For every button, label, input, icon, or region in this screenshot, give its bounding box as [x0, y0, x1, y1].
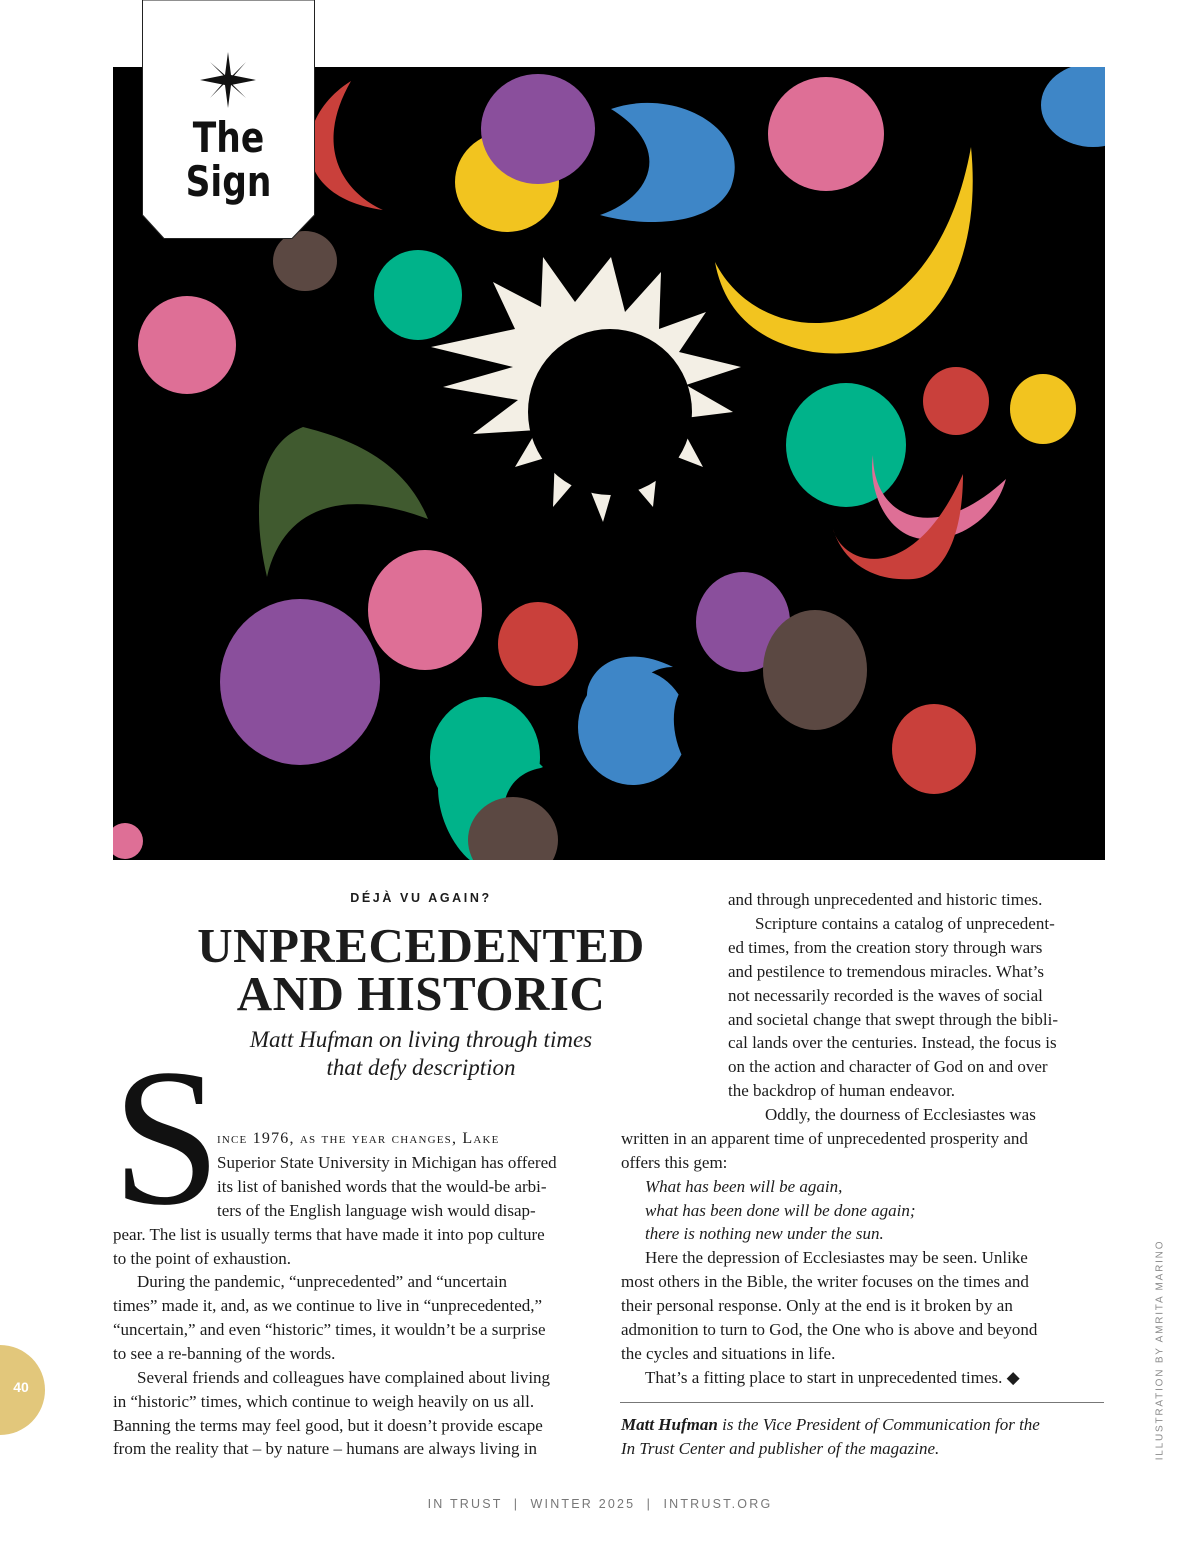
body-line: Oddly, the dourness of Ecclesiastes was — [765, 1105, 1036, 1124]
body-line: offers this gem: — [621, 1153, 728, 1172]
body-line: their personal response. Only at the end is it broken by an — [621, 1296, 1013, 1315]
body-line: pear. The list is usually terms that have made it into pop culture — [113, 1225, 545, 1244]
blue-blob — [578, 669, 688, 785]
body-line: and through unprecedented and historic times. — [728, 890, 1043, 909]
body-line: the backdrop of human endeavor. — [728, 1081, 956, 1100]
body-line: to see a re-banning of the words. — [113, 1344, 336, 1363]
body-line: Scripture contains a catalog of unprecedent- — [755, 914, 1055, 933]
quote-line: What has been will be again, — [645, 1177, 843, 1196]
body-line: ters of the English language wish would disap- — [217, 1201, 536, 1220]
green-crescent-shape — [259, 427, 428, 577]
author-bio-line1 — [621, 1413, 1040, 1437]
body-line: in “historic” times, which continue to weigh heavily on us all. — [113, 1392, 535, 1411]
body-line: admonition to turn to God, the One who is above and beyond — [621, 1320, 1038, 1339]
blue-crescent-cutout — [674, 677, 726, 778]
brown-blob — [763, 610, 867, 730]
yellow-blob — [1010, 374, 1076, 444]
teal-blob — [374, 250, 462, 340]
body-line: not necessarily recorded is the waves of social — [728, 986, 1043, 1005]
body-line: Banning the terms may feel good, but it doesn’t provide escape — [113, 1416, 543, 1435]
blue-blob — [1041, 67, 1105, 147]
pink-blob — [368, 550, 482, 670]
red-blob — [892, 704, 976, 794]
pink-blob — [138, 296, 236, 394]
quote-line: what has been done will be done again; — [645, 1201, 916, 1220]
body-line: the cycles and situations in life. — [621, 1344, 836, 1363]
headline-line2: AND HISTORIC — [236, 966, 606, 1021]
teal-blob — [786, 383, 906, 507]
section-title-line1: The — [192, 113, 265, 162]
pink-blob — [768, 77, 884, 191]
star-icon — [198, 50, 258, 110]
deck-line1: Matt Hufman on living through times — [249, 1027, 593, 1052]
body-line: and pestilence to tremendous miracles. What’s — [728, 962, 1044, 981]
red-crescent-shape — [309, 81, 383, 210]
author-name: Matt Hufman — [621, 1415, 718, 1434]
purple-blob — [481, 74, 595, 184]
body-line: on the action and character of God on and over — [728, 1057, 1048, 1076]
headline-line1: UNPRECEDENTED — [197, 918, 645, 973]
section-tab — [142, 0, 315, 239]
page-number: 40 — [13, 1379, 29, 1395]
body-line: cal lands over the centuries. Instead, the focus is — [728, 1033, 1057, 1052]
pink-blob — [113, 823, 143, 859]
brown-blob — [273, 231, 337, 291]
page-number-badge — [0, 1345, 45, 1435]
deck-line2: that defy description — [326, 1055, 516, 1080]
author-bio-line2: In Trust Center and publisher of the magazine. — [621, 1439, 940, 1458]
headline — [180, 918, 662, 1021]
red-blob — [498, 602, 578, 686]
body-line: from the reality that – by nature – humans are always living in — [113, 1439, 537, 1458]
section-title-line2: Sign — [185, 157, 272, 206]
body-line: Here the depression of Ecclesiastes may be seen. Unlike — [645, 1248, 1028, 1267]
body-line: its list of banished words that the would-be arbi- — [217, 1177, 547, 1196]
red-blob — [923, 367, 989, 435]
page-footer: IN TRUST | WINTER 2025 | INTRUST.ORG — [427, 1497, 773, 1511]
body-line: written in an apparent time of unprecedented prosperity and — [621, 1129, 1028, 1148]
author-bio-text: is the Vice President of Communication for the — [717, 1415, 1040, 1434]
body-line: ince 1976, as the year changes, Lake — [217, 1130, 500, 1147]
illustration-credit-text: ILLUSTRATION BY AMRITA MARINO — [1154, 1239, 1166, 1461]
body-line: ed times, from the creation story through wars — [728, 938, 1043, 957]
body-line: Superior State University in Michigan has offered — [217, 1153, 557, 1172]
body-line: During the pandemic, “unprecedented” and “uncertain — [137, 1272, 508, 1291]
body-line: times” made it, and, as we continue to live in “unprecedented,” — [113, 1296, 543, 1315]
kicker: DÉJÀ VU AGAIN? — [350, 891, 492, 905]
body-line: most others in the Bible, the writer focuses on the times and — [621, 1272, 1029, 1291]
body-line: and societal change that swept through the bibli- — [728, 1010, 1058, 1029]
blue-crescent-shape — [600, 103, 735, 222]
section-title — [158, 113, 300, 206]
deck — [180, 1026, 662, 1082]
sun-center — [528, 329, 692, 495]
bio-divider — [620, 1402, 1104, 1403]
drop-cap: S — [112, 1029, 222, 1246]
body-line: to the point of exhaustion. — [113, 1249, 292, 1268]
body-line: “uncertain,” and even “historic” times, it wouldn’t be a surprise — [113, 1320, 546, 1339]
body-line: That’s a fitting place to start in unprecedented times. ◆ — [645, 1368, 1020, 1387]
body-line: Several friends and colleagues have complained about living — [137, 1368, 551, 1387]
purple-blob — [220, 599, 380, 765]
quote-line: there is nothing new under the sun. — [645, 1224, 884, 1243]
